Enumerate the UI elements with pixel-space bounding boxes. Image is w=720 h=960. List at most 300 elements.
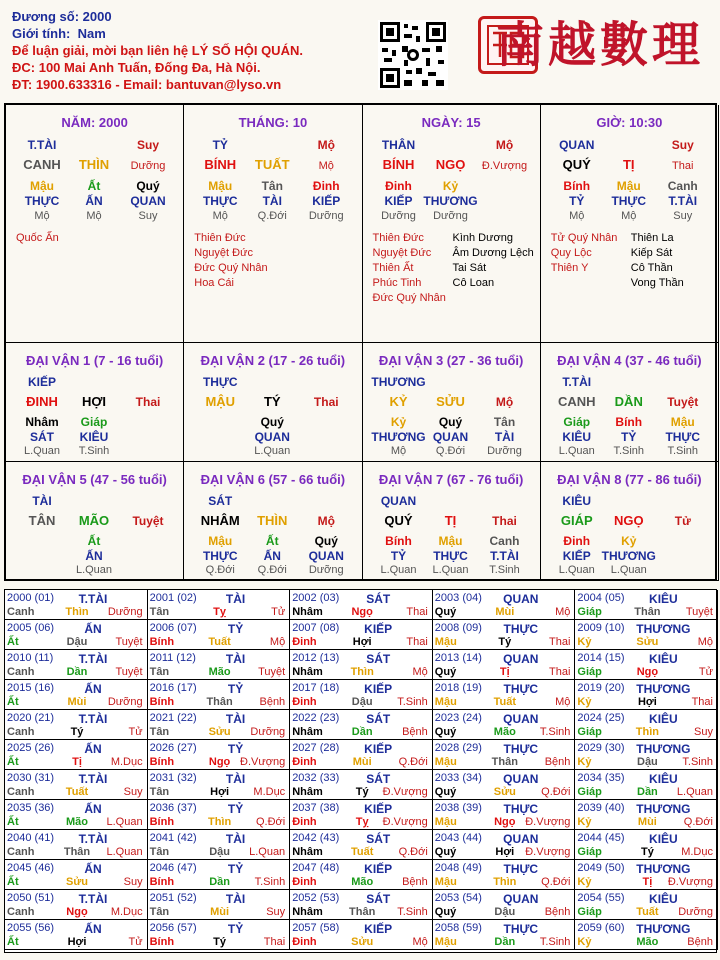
hidden-god: TỶ [621, 430, 637, 444]
decade-phase: Thai [135, 395, 161, 409]
hidden-stem: Quý [438, 415, 463, 429]
year-label: 2050 (51) [7, 892, 55, 904]
decade-branch: NGỌ [613, 513, 644, 528]
hidden-god: T.TÀI [668, 194, 698, 208]
year-phase: T.Sinh [682, 756, 713, 768]
pillar-phase: Suy [671, 138, 694, 152]
hidden-phase: Q.Đới [257, 210, 287, 222]
pillar-phase: Suy [136, 138, 160, 152]
hidden-stem: Đinh [385, 179, 412, 193]
decade-phase: Tử [674, 514, 691, 528]
pillar-branch: TUẤT [254, 157, 290, 172]
year-cell [148, 590, 291, 620]
year-stem: Ất [7, 936, 19, 948]
year-stem: Mậu [434, 936, 457, 948]
hidden-stem: Kỷ [390, 415, 407, 429]
year-branch: Mùi [495, 606, 515, 618]
pillar-cell-1 [6, 105, 184, 343]
year-phase: Thai [548, 666, 571, 678]
decade-title: ĐẠI VẬN 5 (47 - 56 tuổi) [22, 472, 167, 487]
year-label: 2003 (04) [434, 592, 482, 604]
hidden-god: THỰC [611, 194, 647, 208]
star-good: Nguyệt Đức [372, 247, 432, 259]
year-stem: Tân [149, 726, 170, 738]
year-cell [290, 740, 433, 770]
year-phase: L.Quan [249, 846, 286, 858]
year-branch: Hợi [352, 636, 372, 648]
decade-title: ĐẠI VẬN 4 (37 - 46 tuổi) [557, 353, 702, 368]
year-god: QUAN [503, 832, 539, 846]
hidden-phase: Dưỡng [308, 564, 344, 576]
year-branch: Thìn [207, 816, 232, 828]
decade-title: ĐẠI VẬN 7 (67 - 76 tuổi) [378, 472, 524, 487]
year-cell [5, 710, 148, 740]
hidden-stem: Kỷ [621, 534, 637, 548]
year-label: 2055 (56) [7, 922, 55, 934]
year-branch: Ngọ [351, 606, 373, 618]
year-god: KIÊU [649, 652, 678, 666]
year-branch: Thân [206, 696, 233, 708]
hidden-phase: L.Quan [254, 445, 291, 457]
year-god: KIẾP [364, 682, 393, 696]
year-cell [433, 890, 576, 920]
year-god: ẤN [84, 862, 102, 876]
year-label: 2021 (22) [149, 712, 197, 724]
star-good: Thiên Đức [194, 232, 246, 244]
year-branch: Tuất [636, 906, 659, 918]
hidden-phase: L.Quan [558, 445, 595, 457]
year-phase: Suy [694, 726, 713, 738]
year-god: KIÊU [649, 832, 678, 846]
year-branch: Tuất [350, 846, 374, 858]
year-cell [433, 590, 576, 620]
year-branch: Hợi [495, 846, 515, 858]
year-stem: Nhâm [292, 606, 323, 618]
year-god: TÀI [225, 832, 246, 846]
year-stem: Đinh [292, 816, 317, 828]
star-bad: Vong Thần [630, 277, 684, 289]
year-god: THƯƠNG [636, 862, 691, 876]
hidden-god: QUAN [254, 430, 290, 444]
hidden-stem: Mậu [30, 179, 54, 193]
year-label: 2000 (01) [7, 592, 55, 604]
year-god: THỰC [503, 802, 539, 816]
year-stem: Mậu [434, 636, 457, 648]
year-phase: Tuyệt [115, 666, 143, 678]
year-label: 2059 (60) [577, 922, 625, 934]
year-label: 2058 (59) [434, 922, 482, 934]
hidden-phase: T.Sinh [78, 445, 110, 457]
year-phase: Tuyệt [115, 636, 143, 648]
hidden-stem: Mậu [208, 179, 233, 193]
year-phase: Mộ [697, 636, 713, 648]
year-phase: T.Sinh [254, 876, 286, 888]
pillar-god: T.TÀI [27, 138, 57, 152]
year-cell [290, 620, 433, 650]
decade-title: ĐẠI VẬN 3 (27 - 36 tuổi) [378, 353, 524, 368]
decade-phase: Thai [313, 395, 339, 409]
year-cell [575, 860, 718, 890]
decade-cell-4 [541, 343, 719, 462]
decade-phase: Mộ [317, 514, 335, 528]
year-god: KIẾP [364, 622, 393, 636]
hidden-stem: Ất [87, 179, 101, 193]
year-god: TÀI [225, 652, 246, 666]
year-branch: Mão [208, 666, 231, 678]
year-cell [5, 680, 148, 710]
pillar-branch: TỊ [622, 157, 635, 172]
year-label: 2001 (02) [149, 592, 197, 604]
year-cell [433, 710, 576, 740]
year-label: 2042 (43) [292, 832, 340, 844]
hidden-god: THỰC [665, 430, 701, 444]
year-phase: Suy [266, 906, 286, 918]
year-cell [5, 590, 148, 620]
decade-stem: TÂN [28, 513, 56, 528]
pillar-cell-4 [541, 105, 719, 343]
hidden-stem: Giáp [563, 415, 591, 429]
year-phase: Đ.Vượng [382, 816, 428, 828]
hidden-stem: Quý [314, 534, 338, 548]
year-stem: Bính [149, 816, 175, 828]
year-branch: Mùi [637, 816, 657, 828]
year-cell [433, 860, 576, 890]
decade-branch: MÃO [78, 513, 110, 528]
year-phase: M.Dục [110, 756, 143, 768]
hidden-god: T.TÀI [490, 549, 519, 563]
gender-line: Giới tính: Nam [12, 26, 106, 41]
year-cell [5, 800, 148, 830]
year-label: 2053 (54) [434, 892, 482, 904]
year-label: 2034 (35) [577, 772, 625, 784]
year-branch: Mùi [67, 696, 87, 708]
chart-grid [4, 103, 717, 581]
decade-cell-3 [363, 343, 541, 462]
owner-value: 2000 [82, 9, 112, 24]
year-phase: Đ.Vượng [240, 756, 286, 768]
year-god: ẤN [84, 802, 102, 816]
year-stem: Canh [7, 726, 35, 738]
year-phase: L.Quan [676, 786, 713, 798]
year-label: 2010 (11) [7, 652, 54, 664]
year-phase: Mộ [412, 936, 428, 948]
hidden-god: THỰC [433, 549, 468, 563]
year-label: 2043 (44) [434, 832, 482, 844]
pillar-god: THÂN [381, 138, 416, 152]
year-stem: Mậu [434, 756, 457, 768]
year-label: 2047 (48) [292, 862, 340, 874]
year-god: KIẾP [364, 862, 393, 876]
year-stem: Ất [7, 756, 19, 768]
hidden-god: TÀI [494, 430, 515, 444]
year-god: TÀI [225, 712, 246, 726]
year-label: 2030 (31) [7, 772, 55, 784]
year-stem: Ất [7, 816, 19, 828]
hidden-phase: Suy [673, 210, 693, 222]
hidden-phase: L.Quan [610, 564, 647, 576]
year-cell [148, 710, 291, 740]
decade-phase: Thai [492, 514, 517, 528]
decade-title: ĐẠI VẬN 8 (77 - 86 tuổi) [557, 472, 702, 487]
year-cell [433, 800, 576, 830]
year-stem: Giáp [577, 606, 602, 618]
year-cell [575, 710, 718, 740]
year-god: KIẾP [364, 742, 393, 756]
year-label: 2032 (33) [292, 772, 340, 784]
year-god: TÀI [225, 892, 246, 906]
hidden-god: THỰC [202, 194, 238, 208]
year-label: 2039 (40) [577, 802, 625, 814]
hidden-phase: Dưỡng [487, 445, 522, 457]
year-cell [575, 890, 718, 920]
year-branch: Thân [491, 756, 518, 768]
year-cell [5, 620, 148, 650]
year-cell [290, 890, 433, 920]
qr-code-icon [378, 20, 448, 90]
year-god: THƯƠNG [636, 742, 691, 756]
year-cell [575, 590, 718, 620]
year-label: 2037 (38) [292, 802, 340, 814]
decade-title: ĐẠI VẬN 6 (57 - 66 tuổi) [200, 472, 346, 487]
hidden-stem: Mậu [208, 534, 233, 548]
year-label: 2045 (46) [7, 862, 55, 874]
year-god: T.TÀI [78, 652, 108, 666]
year-stem: Mậu [434, 696, 457, 708]
year-cell [5, 650, 148, 680]
year-cell [5, 830, 148, 860]
year-phase: T.Sinh [539, 936, 571, 948]
year-label: 2029 (30) [577, 742, 625, 754]
year-stem: Tân [149, 606, 170, 618]
year-label: 2051 (52) [149, 892, 197, 904]
year-stem: Giáp [577, 786, 602, 798]
decade-god: KIÊU [562, 494, 592, 508]
year-phase: Dưỡng [107, 606, 143, 618]
year-stem: Canh [7, 786, 35, 798]
year-god: ẤN [84, 682, 102, 696]
year-label: 2052 (53) [292, 892, 340, 904]
star-bad: Tai Sát [452, 262, 487, 274]
year-cell [290, 800, 433, 830]
year-label: 2040 (41) [7, 832, 55, 844]
hidden-god: KIẾP [312, 194, 341, 208]
year-label: 2004 (05) [577, 592, 625, 604]
year-stem: Kỷ [577, 876, 592, 888]
hidden-phase: Suy [138, 210, 158, 222]
year-phase: Tử [271, 606, 286, 618]
hidden-stem: Canh [667, 179, 698, 193]
hidden-stem: Bính [385, 534, 412, 548]
year-cell [290, 590, 433, 620]
year-stem: Ất [7, 696, 19, 708]
year-cell [148, 650, 291, 680]
year-god: SÁT [366, 652, 391, 666]
year-god: T.TÀI [78, 892, 108, 906]
year-phase: Q.Đới [683, 816, 713, 828]
decade-stem: QUÝ [384, 513, 413, 528]
year-stem: Kỷ [577, 756, 592, 768]
star-good: Phúc Tinh [372, 277, 422, 289]
year-stem: Nhâm [292, 726, 323, 738]
star-bad: Cô Thần [630, 262, 673, 274]
year-phase: M.Dục [681, 846, 713, 858]
hidden-phase: L.Quan [432, 564, 469, 576]
year-phase: Q.Đới [398, 846, 428, 858]
year-cell [148, 740, 291, 770]
year-branch: Sửu [65, 876, 89, 888]
year-stem: Tân [149, 846, 170, 858]
year-stem: Kỷ [577, 936, 592, 948]
year-god: T.TÀI [78, 772, 108, 786]
year-phase: Bệnh [259, 696, 286, 708]
year-phase: Tuyệt [685, 606, 713, 618]
header-info [12, 8, 372, 93]
year-god: TỶ [227, 802, 244, 816]
year-phase: L.Quan [106, 846, 143, 858]
year-label: 2019 (20) [577, 682, 625, 694]
year-phase: Thai [548, 636, 571, 648]
year-phase: Bệnh [687, 936, 713, 948]
year-branch: Dần [66, 666, 88, 678]
year-stem: Giáp [577, 666, 602, 678]
hidden-phase: T.Sinh [489, 564, 520, 576]
year-branch: Dậu [494, 906, 516, 918]
year-branch: Dậu [351, 696, 373, 708]
year-label: 2014 (15) [577, 652, 625, 664]
year-stem: Ất [7, 636, 19, 648]
hidden-phase: Q.Đới [257, 564, 287, 576]
year-label: 2057 (58) [292, 922, 340, 934]
year-god: ẤN [84, 922, 102, 936]
hidden-stem: Ất [265, 534, 279, 548]
year-label: 2027 (28) [292, 742, 340, 754]
hidden-god: TỶ [569, 194, 585, 208]
star-bad: Kình Dương [452, 232, 513, 244]
year-label: 2038 (39) [434, 802, 482, 814]
year-label: 2009 (10) [577, 622, 625, 634]
pillar-stem: BÍNH [204, 157, 237, 172]
pillar-phase: Mộ [317, 138, 335, 152]
year-branch: Sửu [208, 726, 231, 738]
year-cell [5, 770, 148, 800]
year-god: TÀI [225, 592, 246, 606]
hidden-phase: L.Quan [558, 564, 595, 576]
year-branch: Sửu [351, 936, 374, 948]
pillar-sub-phase: Đ.Vượng [481, 160, 528, 172]
hidden-god: THƯƠNG [601, 549, 656, 563]
year-god: THƯƠNG [636, 682, 691, 696]
year-stem: Canh [7, 666, 35, 678]
hidden-god: KIẾP [384, 194, 413, 208]
hidden-phase: Mộ [212, 210, 228, 222]
year-stem: Canh [7, 606, 35, 618]
hidden-phase: L.Quan [23, 445, 61, 457]
decade-god: KIẾP [27, 375, 57, 389]
year-label: 2017 (18) [292, 682, 340, 694]
year-stem: Nhâm [292, 786, 323, 798]
decade-stem: ĐINH [26, 394, 58, 409]
year-phase: Q.Đới [398, 756, 428, 768]
year-label: 2041 (42) [149, 832, 197, 844]
year-god: SÁT [366, 592, 391, 606]
year-branch: Tý [498, 636, 512, 648]
hidden-phase: Mộ [86, 210, 102, 222]
year-cell [575, 620, 718, 650]
year-cell [433, 740, 576, 770]
year-god: ẤN [84, 622, 102, 636]
year-label: 2020 (21) [7, 712, 55, 724]
year-branch: Thân [349, 906, 376, 918]
year-god: T.TÀI [78, 592, 108, 606]
decade-god: THƯƠNG [371, 375, 426, 389]
year-cell [433, 650, 576, 680]
decade-title: ĐẠI VẬN 2 (17 - 26 tuổi) [200, 353, 346, 368]
year-branch: Thìn [65, 606, 89, 618]
year-god: KIÊU [649, 592, 678, 606]
year-stem: Nhâm [292, 846, 323, 858]
pillar-cell-2 [184, 105, 362, 343]
year-phase: Tử [128, 726, 143, 738]
decade-god: TÀI [32, 494, 52, 508]
year-label: 2033 (34) [434, 772, 482, 784]
hidden-phase: T.Sinh [613, 445, 645, 457]
pillar-title: NGÀY: 15 [421, 115, 481, 130]
year-stem: Tân [149, 666, 170, 678]
year-branch: Ngọ [208, 756, 231, 768]
year-phase: Bệnh [544, 756, 571, 768]
year-phase: Đ.Vượng [525, 846, 571, 858]
decade-branch: TỊ [444, 513, 457, 528]
decade-cell-8 [541, 462, 719, 581]
year-phase: Bệnh [544, 906, 571, 918]
year-god: THỰC [503, 682, 539, 696]
star-good: Quốc Ấn [16, 232, 59, 244]
year-label: 2005 (06) [7, 622, 55, 634]
address-line: ĐC: 100 Mai Anh Tuấn, Đống Đa, Hà Nội. [12, 60, 261, 75]
decade-stem: MẬU [205, 394, 236, 409]
pillar-title: THÁNG: 10 [238, 115, 308, 130]
year-stem: Nhâm [292, 906, 323, 918]
star-good: Đức Quý Nhân [194, 262, 268, 274]
hidden-god: KIÊU [79, 430, 109, 444]
star-good: Quy Lộc [550, 247, 592, 259]
year-branch: Sửu [636, 636, 659, 648]
year-stem: Bính [149, 636, 175, 648]
year-phase: Thai [263, 936, 286, 948]
hidden-god: QUAN [130, 194, 166, 208]
pillar-branch: THÌN [78, 157, 110, 172]
year-branch: Ngọ [494, 816, 516, 828]
hidden-stem: Đinh [312, 179, 340, 193]
pillar-sub-phase: Dưỡng [130, 160, 166, 172]
pillar-god: TỶ [212, 138, 228, 152]
year-cell [290, 650, 433, 680]
star-bad: Thiên La [630, 232, 674, 244]
year-phase: T.Sinh [397, 696, 428, 708]
star-good: Đức Quý Nhân [372, 292, 446, 304]
year-stem: Mậu [434, 816, 457, 828]
hidden-god: THỰC [24, 194, 60, 208]
star-bad: Kiếp Sát [630, 247, 673, 259]
year-cell [148, 620, 291, 650]
year-label: 2036 (37) [149, 802, 197, 814]
decade-cell-5 [6, 462, 184, 581]
year-god: QUAN [503, 772, 539, 786]
hidden-god: TỶ [390, 549, 407, 563]
year-phase: Thai [406, 636, 428, 648]
year-cell [290, 920, 433, 950]
year-branch: Mùi [352, 756, 372, 768]
